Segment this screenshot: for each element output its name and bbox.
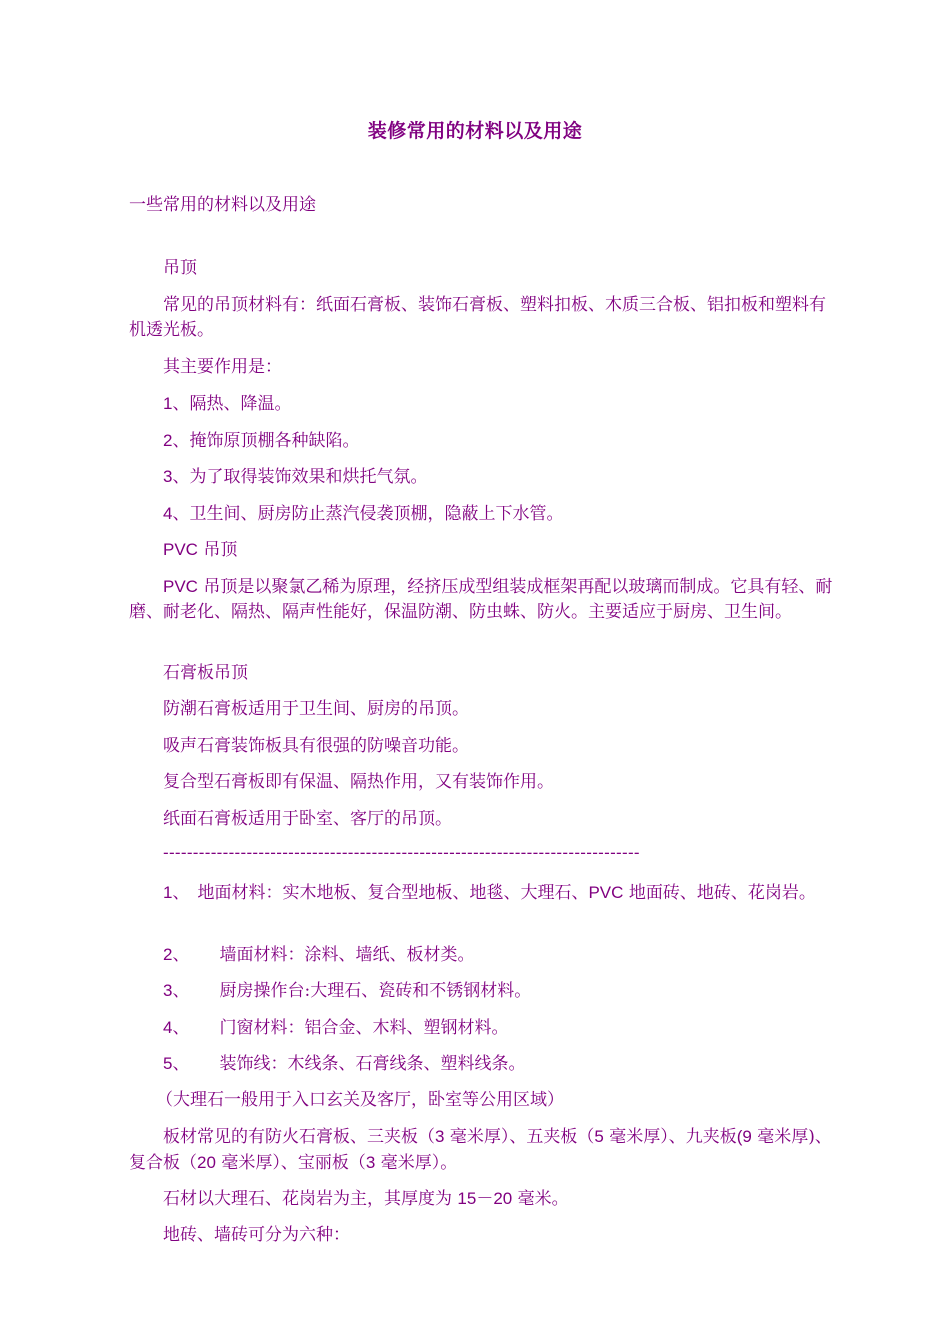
item-text-rest: 地面砖、地砖、花岗岩。 bbox=[623, 883, 816, 903]
boards-text: 毫米厚）、宝丽板（ bbox=[215, 1153, 366, 1173]
stone-text: 石材以大理石、花岗岩为主，其厚度为 bbox=[163, 1189, 458, 1209]
ceiling-heading: 吊顶 bbox=[163, 258, 197, 278]
item-separator: 、 bbox=[172, 394, 190, 414]
material-item bbox=[129, 1015, 835, 1041]
ceiling-role-item bbox=[129, 464, 835, 490]
material-item bbox=[129, 1051, 835, 1077]
item-number: 4 bbox=[163, 504, 173, 523]
item-text: 地面材料：实木地板、复合型地板、地毯、大理石、 bbox=[197, 883, 589, 903]
item-text: 卫生间、厨房防止蒸汽侵袭顶棚，隐蔽上下水管。 bbox=[189, 504, 564, 524]
pvc-body-text: 吊顶是以聚氯乙稀为原理，经挤压成型组装成框架再配以玻璃而制成。它具有轻、耐磨、耐老化、隔热、隔声性能好，保温防潮、防虫蛛、防火。主要适应于厨房、卫生间。 bbox=[129, 577, 833, 622]
item-separator: 、 bbox=[172, 504, 190, 524]
item-latin: PVC bbox=[588, 883, 624, 902]
section-heading: 一些常用的材料以及用途 bbox=[129, 195, 316, 215]
pvc-heading-latin: PVC bbox=[163, 540, 198, 559]
item-number: 5、 bbox=[163, 1054, 190, 1073]
item-text: 厨房操作台:大理石、瓷砖和不锈钢材料。 bbox=[219, 981, 532, 1001]
pvc-heading-text: 吊顶 bbox=[197, 540, 238, 560]
pvc-body-latin: PVC bbox=[163, 577, 198, 596]
boards-text: 毫米厚)、复合板（ bbox=[129, 1127, 832, 1173]
boards-text: 毫米厚）、九夹板 bbox=[603, 1127, 737, 1147]
boards-text: 毫米厚）。 bbox=[375, 1153, 458, 1173]
divider: -------------------------------------------------------------------------------- bbox=[163, 843, 640, 862]
boards-text: 板材常见的有防火石膏板、三夹板（ bbox=[163, 1127, 435, 1147]
item-text: 掩饰原顶棚各种缺陷。 bbox=[189, 431, 360, 451]
boards-number: 3 bbox=[435, 1127, 445, 1146]
gypsum-line: 吸声石膏装饰板具有很强的防噪音功能。 bbox=[163, 736, 469, 756]
item-number: 1 bbox=[163, 394, 173, 413]
item-text: 隔热、降温。 bbox=[189, 394, 292, 414]
item-separator: 、 bbox=[172, 431, 190, 451]
ceiling-role-item bbox=[129, 428, 835, 454]
tiles-lead: 地砖、墙砖可分为六种： bbox=[163, 1225, 350, 1245]
material-item bbox=[129, 942, 835, 968]
stone-paragraph bbox=[129, 1186, 835, 1212]
document-title: 装修常用的材料以及用途 bbox=[367, 120, 583, 142]
boards-number: (9 bbox=[736, 1127, 752, 1146]
boards-number: 20 bbox=[197, 1153, 216, 1172]
ceiling-intro: 常见的吊顶材料有：纸面石膏板、装饰石膏板、塑料扣板、木质三合板、铝扣板和塑料有机透光板。 bbox=[129, 295, 826, 340]
item-number: 3 bbox=[163, 467, 173, 486]
marble-note: （大理石一般用于入口玄关及客厅，卧室等公用区域） bbox=[156, 1090, 564, 1110]
item-text: 装饰线：木线条、石膏线条、塑料线条。 bbox=[219, 1054, 526, 1074]
item-number: 2、 bbox=[163, 945, 190, 964]
boards-text: 毫米厚）、五夹板（ bbox=[444, 1127, 595, 1147]
item-text: 墙面材料：涂料、墙纸、板材类。 bbox=[219, 945, 475, 965]
gypsum-line: 纸面石膏板适用于卧室、客厅的吊顶。 bbox=[163, 809, 452, 829]
item-separator: 、 bbox=[172, 467, 190, 487]
stone-number: 15－20 bbox=[457, 1189, 513, 1208]
boards-number: 3 bbox=[365, 1153, 376, 1172]
material-item bbox=[129, 880, 835, 906]
boards-paragraph bbox=[129, 1124, 835, 1176]
ceiling-role-item bbox=[129, 391, 835, 417]
boards-number: 5 bbox=[594, 1127, 604, 1146]
pvc-body bbox=[129, 574, 835, 625]
gypsum-line: 防潮石膏板适用于卫生间、厨房的吊顶。 bbox=[163, 699, 469, 719]
item-number: 3、 bbox=[163, 981, 190, 1000]
gypsum-heading: 石膏板吊顶 bbox=[163, 663, 248, 683]
material-item bbox=[129, 978, 835, 1004]
stone-text: 毫米。 bbox=[512, 1189, 569, 1209]
ceiling-role-item bbox=[129, 501, 835, 527]
item-number: 2 bbox=[163, 431, 173, 450]
item-number: 1、 bbox=[163, 883, 190, 902]
item-text: 门窗材料：铝合金、木料、塑钢材料。 bbox=[219, 1018, 509, 1038]
pvc-heading bbox=[129, 537, 835, 563]
item-text: 为了取得装饰效果和烘托气氛。 bbox=[189, 467, 428, 487]
ceiling-role-lead: 其主要作用是： bbox=[163, 357, 282, 377]
item-number: 4、 bbox=[163, 1018, 190, 1037]
gypsum-line: 复合型石膏板即有保温、隔热作用，又有装饰作用。 bbox=[163, 772, 554, 792]
